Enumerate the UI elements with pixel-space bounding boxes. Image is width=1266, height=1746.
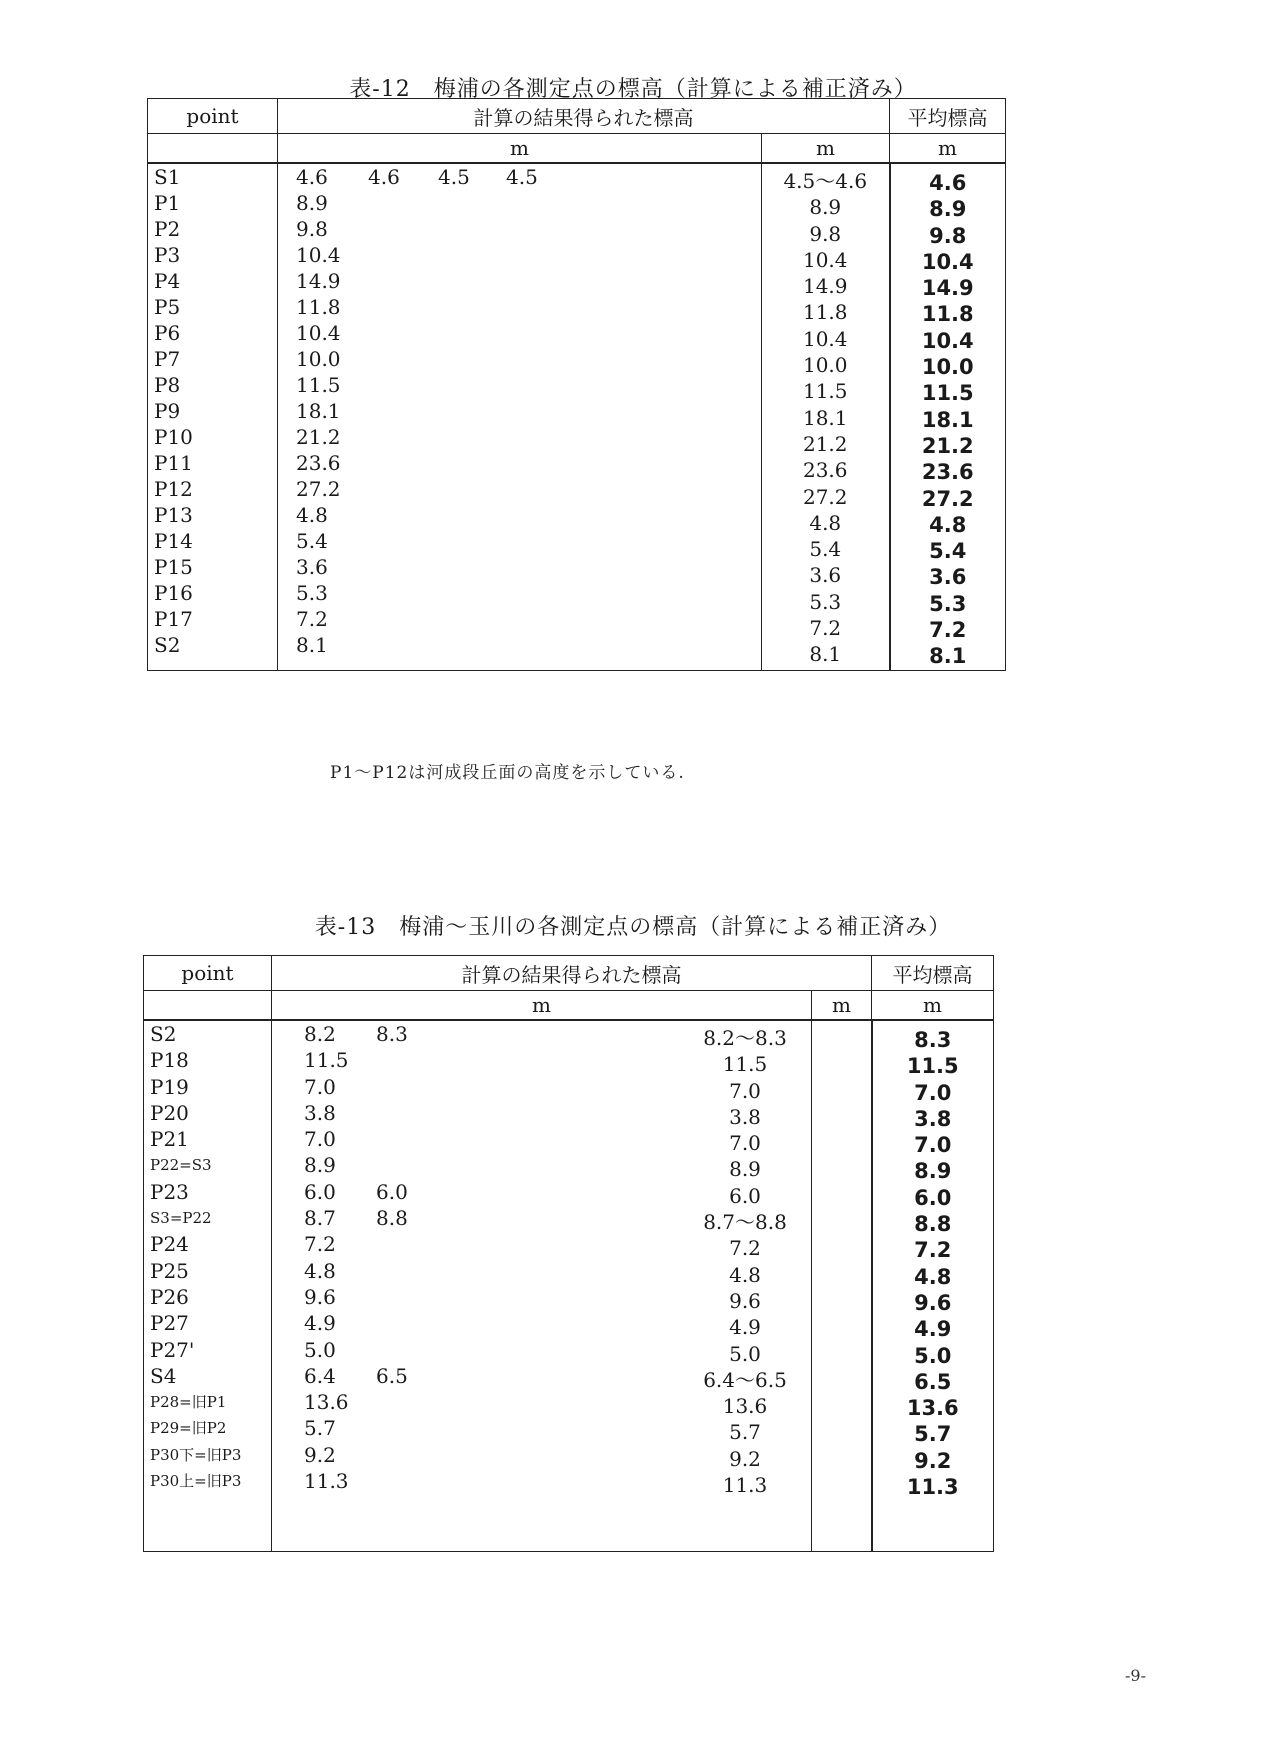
calc-value: 7.0 — [304, 1127, 336, 1152]
point-label: P17 — [154, 607, 193, 631]
calc-value: 6.4 — [304, 1363, 336, 1388]
point-list — [154, 164, 277, 658]
table13-unit-calc: m — [272, 991, 812, 1021]
range-value: 18.1 — [802, 405, 848, 430]
range-value: 7.0 — [729, 1078, 761, 1103]
table12-caption: 表-12 梅浦の各測定点の標高（計算による補正済み） — [349, 77, 917, 102]
table12-unit-range: m — [762, 134, 890, 164]
point-label: S1 — [154, 165, 181, 189]
calc-value: 7.0 — [304, 1074, 336, 1099]
calc-value: 8.9 — [304, 1153, 336, 1178]
calc-value — [376, 1258, 436, 1284]
calc-value — [376, 1337, 436, 1363]
point-label: S2 — [150, 1022, 177, 1046]
point-label: P24 — [150, 1232, 189, 1257]
range-value: 14.9 — [802, 274, 848, 299]
calc-value: 8.2 — [304, 1022, 336, 1046]
average-value: 5.0 — [914, 1343, 952, 1368]
point-label: P10 — [154, 425, 193, 449]
calc-value — [376, 1231, 436, 1257]
calc-value: 4.8 — [296, 503, 328, 527]
average-value: 8.9 — [929, 197, 967, 222]
range-value: 8.9 — [809, 195, 842, 220]
calc-value: 9.8 — [296, 217, 328, 241]
average-value: 9.6 — [914, 1290, 952, 1315]
table13-avg-column — [872, 1020, 994, 1552]
calc-value — [376, 1074, 436, 1100]
table12-unit-calc: m — [278, 134, 762, 164]
calc-value: 14.9 — [296, 269, 341, 293]
point-label: P26 — [150, 1284, 189, 1309]
calc-value: 7.2 — [296, 607, 328, 631]
calc-list-4 — [506, 164, 566, 190]
point-label: P30上=旧P3 — [150, 1472, 242, 1491]
point-label: P5 — [154, 295, 181, 319]
average-value: 8.3 — [914, 1028, 952, 1052]
average-value: 14.9 — [921, 276, 974, 301]
range-value: 11.5 — [722, 1052, 768, 1077]
calc-value: 9.6 — [304, 1284, 336, 1309]
calc-value: 9.2 — [304, 1442, 336, 1467]
average-value: 11.8 — [921, 302, 974, 327]
range-value: 11.5 — [802, 379, 848, 404]
range-value: 10.0 — [802, 353, 848, 378]
point-label: P21 — [150, 1127, 189, 1152]
range-value: 10.4 — [802, 326, 848, 351]
calc-list-3 — [438, 164, 498, 190]
calc-value: 4.6 — [296, 165, 328, 189]
calc-value: 4.5 — [506, 165, 538, 189]
point-label: P27' — [150, 1337, 195, 1362]
range-value: 5.4 — [809, 537, 842, 562]
point-label: S3=P22 — [150, 1209, 212, 1228]
point-label: P15 — [154, 555, 193, 579]
average-value: 18.1 — [921, 407, 974, 432]
point-label: P9 — [154, 399, 181, 423]
calc-value: 18.1 — [296, 399, 341, 423]
range-value: 6.0 — [729, 1183, 761, 1208]
average-value: 10.4 — [921, 249, 974, 274]
point-label: P2 — [154, 217, 181, 241]
average-value: 11.5 — [921, 381, 974, 406]
average-value: 11.5 — [906, 1054, 959, 1079]
table12-point-column — [148, 163, 278, 670]
range-value: 4.9 — [729, 1315, 761, 1340]
point-label: P25 — [150, 1258, 189, 1283]
calc-value: 4.9 — [304, 1311, 336, 1336]
calc-value — [376, 1047, 436, 1073]
average-value: 6.5 — [914, 1369, 952, 1394]
table12-head-point: point — [148, 99, 278, 134]
calc-value: 5.7 — [304, 1416, 336, 1441]
point-label: P6 — [154, 321, 181, 345]
table13 — [143, 955, 994, 1552]
calc-value — [376, 1152, 436, 1178]
calc-value: 10.4 — [296, 321, 341, 345]
range-value: 4.5～4.6 — [783, 169, 868, 193]
point-label: P7 — [154, 347, 181, 371]
calc-value: 21.2 — [296, 425, 341, 449]
calc-value: 8.1 — [296, 633, 328, 657]
calc-value — [376, 1415, 436, 1441]
average-value: 8.8 — [914, 1212, 952, 1237]
range-value: 9.8 — [809, 221, 842, 246]
point-label: P13 — [154, 503, 193, 527]
average-value: 6.0 — [914, 1185, 952, 1210]
point-label: P16 — [154, 581, 193, 605]
range-value: 4.8 — [809, 510, 842, 535]
table13-unit-range: m — [812, 991, 872, 1021]
point-label: P28=旧P1 — [150, 1393, 227, 1412]
average-value: 21.2 — [921, 433, 974, 458]
range-value: 8.7～8.8 — [703, 1210, 787, 1235]
calc-value: 11.5 — [296, 373, 341, 397]
avg-list — [873, 1021, 994, 1500]
calc-value: 11.3 — [304, 1469, 349, 1494]
calc-value: 4.5 — [438, 165, 470, 189]
avg-list — [891, 164, 1006, 670]
range-list — [680, 1021, 810, 1498]
range-value: 5.0 — [729, 1341, 761, 1366]
calc-value: 6.5 — [376, 1363, 408, 1388]
range-value: 5.7 — [729, 1420, 761, 1445]
range-value: 5.3 — [809, 589, 842, 614]
range-value: 8.9 — [729, 1157, 761, 1182]
calc-value: 10.4 — [296, 243, 341, 267]
calc-value: 4.8 — [304, 1258, 336, 1283]
range-value: 27.2 — [802, 484, 848, 509]
table13-head-calc: 計算の結果得られた標高 — [272, 956, 872, 991]
table12-avg-column — [890, 163, 1006, 670]
point-label: P23 — [150, 1179, 189, 1204]
table12-unit-blank — [148, 134, 278, 164]
point-list — [150, 1021, 271, 1494]
average-value: 13.6 — [906, 1396, 959, 1421]
calc-value: 10.0 — [296, 347, 341, 371]
calc-value: 13.6 — [304, 1390, 349, 1415]
table13-range-spacer — [812, 1020, 872, 1552]
range-value: 23.6 — [802, 458, 848, 483]
point-label: P20 — [150, 1100, 189, 1125]
range-value: 9.6 — [729, 1288, 761, 1313]
table13-unit-blank — [144, 991, 272, 1021]
average-value: 5.4 — [929, 539, 967, 564]
point-label: P19 — [150, 1074, 189, 1099]
range-value: 3.8 — [729, 1104, 761, 1129]
page-number: -9- — [1125, 1666, 1146, 1685]
average-value: 7.2 — [914, 1238, 952, 1263]
calc-value — [376, 1100, 436, 1126]
calc-value — [376, 1468, 436, 1494]
point-label: P8 — [154, 373, 181, 397]
range-value: 4.8 — [729, 1262, 761, 1287]
table12-unit-avg: m — [890, 134, 1006, 164]
average-value: 7.0 — [914, 1080, 952, 1105]
table13-point-column — [144, 1020, 272, 1552]
table12-range-column — [762, 163, 890, 670]
calc-value: 7.2 — [304, 1232, 336, 1257]
range-value: 7.2 — [729, 1236, 761, 1261]
calc-value: 8.3 — [376, 1022, 408, 1046]
calc-value — [376, 1389, 436, 1415]
range-value: 9.2 — [729, 1446, 761, 1471]
point-label: S4 — [150, 1363, 177, 1388]
point-label: P22=S3 — [150, 1156, 212, 1175]
calc-value: 6.0 — [304, 1179, 336, 1204]
calc-value: 4.6 — [368, 165, 400, 189]
average-value: 7.2 — [929, 618, 967, 643]
average-value: 7.0 — [914, 1133, 952, 1158]
table12-note: P1～P12は河成段丘面の高度を示している. — [330, 763, 685, 783]
calc-list-2 — [376, 1021, 436, 1494]
calc-value: 5.4 — [296, 529, 328, 553]
point-label: P29=旧P2 — [150, 1419, 227, 1438]
average-value: 10.0 — [921, 355, 974, 380]
table12-head-calc: 計算の結果得られた標高 — [278, 99, 890, 134]
range-value: 8.1 — [809, 642, 842, 667]
point-label: P4 — [154, 269, 181, 293]
point-label: P18 — [150, 1048, 189, 1073]
calc-value — [376, 1126, 436, 1152]
calc-value: 3.8 — [304, 1100, 336, 1125]
average-value: 5.7 — [914, 1422, 952, 1447]
calc-value: 8.7 — [304, 1206, 336, 1231]
calc-value: 11.8 — [296, 295, 341, 319]
average-value: 4.8 — [929, 512, 967, 537]
calc-value: 23.6 — [296, 451, 341, 475]
point-label: P11 — [154, 451, 193, 475]
table13-head-avg: 平均標高 — [872, 956, 994, 991]
calc-value — [376, 1310, 436, 1336]
range-value: 21.2 — [802, 431, 848, 456]
point-label: P30下=旧P3 — [150, 1445, 242, 1464]
average-value: 10.4 — [921, 328, 974, 353]
point-label: P1 — [154, 191, 181, 215]
average-value: 9.2 — [914, 1448, 952, 1473]
average-value: 11.3 — [906, 1475, 959, 1500]
range-value: 3.6 — [809, 563, 842, 588]
point-label: S2 — [154, 633, 181, 657]
range-value: 7.0 — [729, 1131, 761, 1156]
point-label: P12 — [154, 477, 193, 501]
average-value: 9.8 — [929, 223, 967, 248]
range-list — [762, 164, 889, 668]
point-label: P14 — [154, 529, 193, 553]
calc-list-1 — [296, 164, 356, 658]
table13-calc-column — [272, 1020, 812, 1552]
calc-list-2 — [368, 164, 428, 190]
calc-value — [376, 1284, 436, 1310]
table13-head-point: point — [144, 956, 272, 991]
average-value: 8.1 — [929, 644, 967, 669]
point-label: P27 — [150, 1311, 189, 1336]
average-value: 5.3 — [929, 591, 967, 616]
table12 — [147, 98, 1006, 671]
calc-value: 27.2 — [296, 477, 341, 501]
calc-list-1 — [304, 1021, 364, 1494]
calc-value: 5.0 — [304, 1337, 336, 1362]
calc-value: 8.8 — [376, 1206, 408, 1231]
table12-head-avg: 平均標高 — [890, 99, 1006, 134]
table13-unit-avg: m — [872, 991, 994, 1021]
average-value: 23.6 — [921, 460, 974, 485]
average-value: 3.6 — [929, 565, 967, 590]
average-value: 3.8 — [914, 1106, 952, 1131]
calc-value: 11.5 — [304, 1048, 349, 1073]
calc-value: 5.3 — [296, 581, 328, 605]
average-value: 27.2 — [921, 486, 974, 511]
calc-value: 8.9 — [296, 191, 328, 215]
average-value: 8.9 — [914, 1159, 952, 1184]
table12-calc-column — [278, 163, 762, 670]
range-value: 11.3 — [722, 1473, 768, 1498]
calc-value — [376, 1442, 436, 1468]
calc-value: 3.6 — [296, 555, 328, 579]
range-value: 8.2～8.3 — [703, 1026, 787, 1050]
range-value: 13.6 — [722, 1394, 768, 1419]
range-value: 7.2 — [809, 616, 842, 641]
average-value: 4.6 — [929, 171, 967, 195]
average-value: 4.8 — [914, 1264, 952, 1289]
range-value: 6.4～6.5 — [703, 1367, 787, 1392]
range-value: 11.8 — [802, 300, 848, 325]
average-value: 4.9 — [914, 1317, 952, 1342]
table13-caption: 表-13 梅浦～玉川の各測定点の標高（計算による補正済み） — [314, 915, 952, 940]
calc-value: 6.0 — [376, 1179, 408, 1204]
point-label: P3 — [154, 243, 181, 267]
range-value: 10.4 — [802, 247, 848, 272]
